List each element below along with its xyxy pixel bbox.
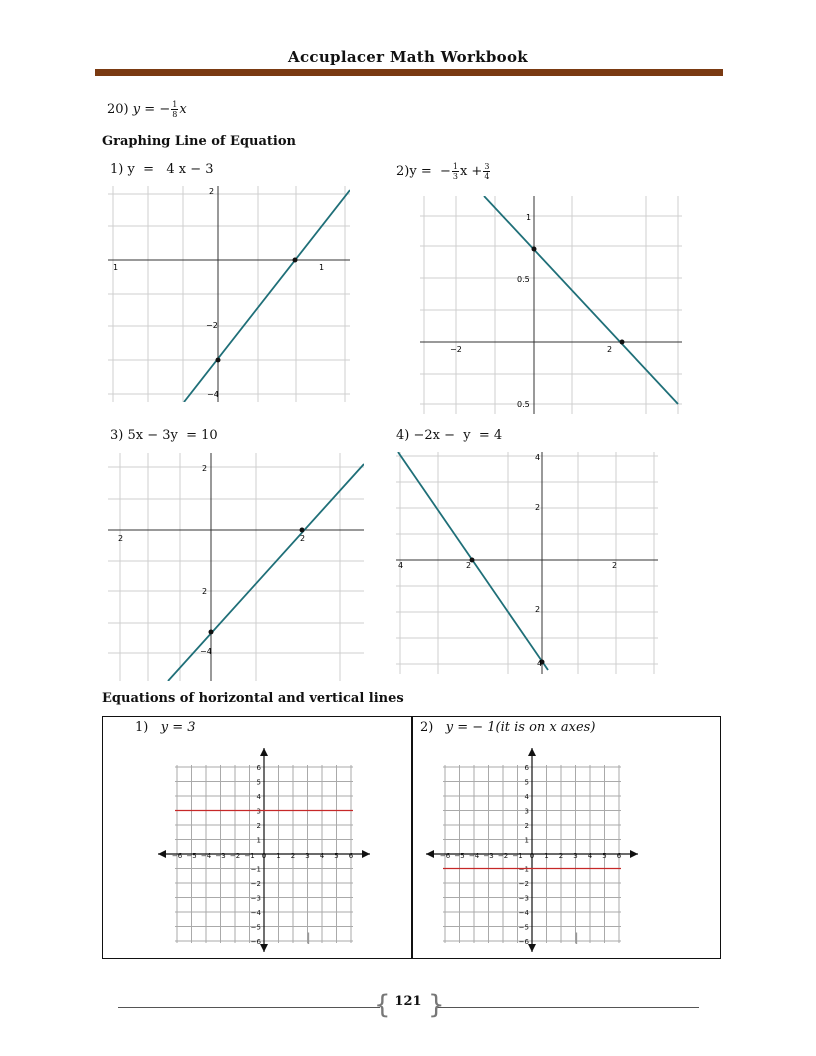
y-tick-label: −2 [250,880,261,888]
fraction-numerator: 1 [172,100,178,109]
x-tick-label: −3 [483,852,494,860]
graph3-tick: 2 [202,464,208,473]
graph1-tick: −4 [207,390,219,399]
x-tick-label: −2 [497,852,509,860]
page-header-title: Accuplacer Math Workbook [288,48,528,66]
graph3-equation [110,428,218,443]
y-tick-label: 6 [524,764,529,772]
graph2-tick: 0.5 [517,275,530,284]
y-tick-label: −2 [518,880,529,888]
y-tick-label: 2 [256,822,261,830]
graph2-tick: 1 [526,213,532,222]
x-tick-label: −5 [186,852,197,860]
graph2-fraction-2 [483,162,490,181]
graph2-tick: 0.5 [517,400,530,409]
y-tick-label: 3 [524,807,529,816]
graph2-lhs: y = − [409,164,451,179]
x-axis-left-arrow-icon [426,850,434,858]
graph4-text: −2x − y = 4 [413,428,503,443]
problem-20-fraction [171,100,178,119]
graph1-equation [110,162,214,177]
problem-20-equals: = [144,102,156,117]
graph4-tick: 2 [535,503,541,512]
x-tick-label: −6 [439,852,451,860]
graph4-tick: 2 [612,561,618,570]
graph2-label: 2) [396,164,410,179]
graph2-plot [420,196,682,414]
y-axis-down-arrow-icon [260,944,268,952]
graph3-label: 3) [110,428,124,443]
graph4-tick: 2 [466,561,472,570]
graph3-tick: 2 [118,534,124,543]
graph1-plot [108,186,350,402]
x-tick-label: 3 [305,852,310,860]
graph3-y-intercept-point [209,630,214,635]
hv2-equation [420,720,595,735]
hv2-label: 2) [420,720,434,735]
x-tick-label: 5 [602,852,607,860]
fraction-denominator: 3 [452,172,458,181]
x-tick-label: −4 [200,852,212,860]
y-tick-label: 6 [256,764,261,772]
hv1-grid-plot [156,746,372,958]
x-tick-label: 4 [319,852,325,860]
y-tick-label: −4 [518,909,529,917]
graph4-label: 4) [396,428,410,443]
hv2-grid-plot [424,746,640,958]
header-rule [95,69,723,76]
x-tick-label: −2 [229,852,241,860]
y-axis-up-arrow-icon [260,748,268,756]
x-axis-right-arrow-icon [362,850,370,858]
graph1-label: 1) [110,162,124,177]
y-tick-label: 3 [256,807,261,816]
x-tick-label: −1 [244,852,255,860]
graph3-grid [108,453,364,681]
graph2-mid: x + [459,164,483,179]
graph2-tick: −2 [450,345,462,354]
y-tick-label: 5 [256,778,261,787]
graph1-tick: 2 [209,187,215,196]
x-tick-label: 2 [290,852,296,860]
hv-lines-table-divider [411,716,413,959]
y-tick-label: 5 [524,778,529,787]
graph3-tick: −4 [200,647,212,656]
y-tick-label: −4 [250,909,261,917]
graph2-y-intercept-point [532,247,537,252]
x-tick-label: −3 [215,852,226,860]
fraction-denominator: 4 [484,172,490,181]
text-cursor-icon: I [306,929,311,948]
y-tick-label: −6 [518,938,529,946]
graph2-line [484,196,678,404]
x-tick-label: −6 [171,852,183,860]
x-tick-label: 1 [276,852,281,860]
graph2-tick: 2 [607,345,613,354]
x-tick-label: 4 [587,852,593,860]
graph3-tick: 2 [300,534,306,543]
y-tick-label: −3 [518,894,529,903]
hv1-equation [135,720,196,735]
footer-rule-left [118,1007,380,1008]
graph3-tick: 2 [202,587,208,596]
graph1-tick: −2 [206,321,218,330]
graph1-x-intercept-point [293,258,298,263]
graph4-tick: 2 [535,605,541,614]
graph1-tick: 1 [113,263,119,272]
graph3-line [168,464,364,681]
section-heading-graphing: Graphing Line of Equation [102,134,296,149]
fraction-denominator: 8 [172,110,178,119]
x-tick-label: 3 [573,852,578,860]
y-tick-label: 1 [524,836,529,845]
x-tick-label: −5 [454,852,465,860]
y-tick-label: −5 [250,923,261,932]
y-tick-label: −1 [518,865,529,874]
x-tick-label: 1 [544,852,549,860]
text-cursor-icon: I [574,929,579,948]
x-tick-label: −1 [512,852,523,860]
graph4-equation [396,428,502,443]
problem-20-var: x [179,102,187,117]
x-tick-label: 0 [529,852,535,860]
y-tick-label: −3 [250,894,261,903]
hv1-label: 1) [135,720,149,735]
x-tick-label: 2 [558,852,564,860]
left-brace-icon: { [374,990,391,1020]
graph2-fraction-1 [452,162,459,181]
fraction-numerator: 1 [452,162,458,171]
x-axis-right-arrow-icon [630,850,638,858]
problem-20-label: 20) [107,102,129,117]
problem-20-lhs: y [132,102,141,117]
footer-rule-right [437,1007,699,1008]
graph4-tick: 4 [535,453,541,462]
graph4-tick: 4 [398,561,404,570]
x-axis-left-arrow-icon [158,850,166,858]
x-tick-label: 0 [261,852,267,860]
section-heading-horizontal-vertical: Equations of horizontal and vertical lines [102,691,404,706]
graph2-grid [420,196,682,414]
right-brace-icon: } [428,990,445,1020]
page-number: 121 [394,994,422,1009]
graph1-tick: 1 [319,263,325,272]
graph4-plot [396,452,658,674]
graph1-grid [108,186,350,402]
x-tick-label: 5 [334,852,339,860]
hv1-text: y = 3 [160,720,196,735]
y-tick-label: 2 [524,822,529,830]
x-tick-label: −4 [468,852,480,860]
graph1-text: y = 4 x − 3 [127,162,214,177]
graph2-equation [396,162,491,181]
y-tick-label: 4 [256,793,261,801]
y-tick-label: −5 [518,923,529,932]
y-tick-label: −1 [250,865,261,874]
y-tick-label: −6 [250,938,261,946]
hv2-text: y = − 1(it is on x axes) [445,720,596,735]
graph3-text: 5x − 3y = 10 [127,428,218,443]
y-tick-label: 4 [524,793,529,801]
y-tick-label: 1 [256,836,261,845]
problem-20 [107,100,187,119]
graph1-y-intercept-point [216,358,221,363]
graph3-plot [108,453,364,681]
graph3-x-intercept-point [300,528,305,533]
x-tick-label: 6 [348,852,354,860]
graph2-x-intercept-point [620,340,625,345]
y-axis-down-arrow-icon [528,944,536,952]
fraction-numerator: 3 [484,162,490,171]
y-axis-up-arrow-icon [528,748,536,756]
x-tick-label: 6 [616,852,622,860]
graph1-line [184,190,350,402]
graph4-tick: 4 [537,659,543,668]
problem-20-sign: − [159,102,171,117]
